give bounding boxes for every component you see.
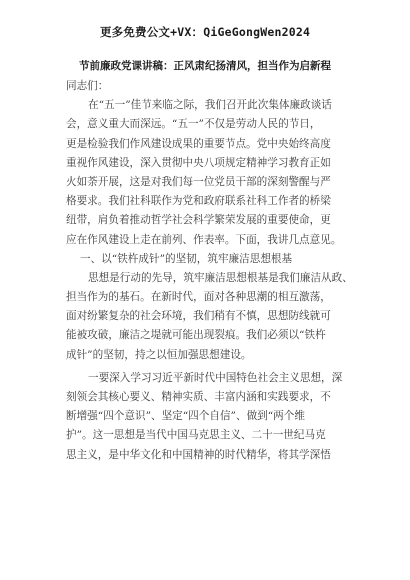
paragraph-line: 火如荼开展，这是对我们每一位党员干部的深刻警醒与严 [66, 175, 331, 188]
paragraph-line: 担当作为的基石。在新时代，面对各种思潮的相互激荡， [66, 291, 331, 304]
section-heading: 一、以“铁杵成针”的坚韧，筑牢廉洁思想根基 [80, 252, 293, 265]
paragraph-line: 格要求。我们社科联作为党和政府联系社科工作者的桥梁 [66, 195, 331, 208]
paragraph-line: 更是检验我们作风建设成果的重要节点。党中央始终高度 [66, 137, 331, 150]
paragraph-line: 能被攻破，廉洁之堤就可能出现裂痕。我们必须以“铁杵 [66, 329, 326, 342]
promo-banner: 更多免费公文+VX：QiGeGongWen2024 [99, 25, 311, 39]
paragraph-line: 应在作风建设上走在前列、作表率。下面，我讲几点意见。 [66, 233, 342, 246]
paragraph-line: 在“五一”佳节来临之际，我们召开此次集体廉政谈话 [88, 99, 332, 112]
paragraph-line: 断增强“四个意识”、坚定“四个自信”、做到“两个维 [66, 410, 305, 423]
paragraph-line: 思想是行动的先导，筑牢廉洁思想根基是我们廉洁从政、 [88, 271, 353, 284]
paragraph-line: 刻领会其核心要义、精神实质、丰富内涵和实践要求，不 [66, 391, 331, 403]
document-body [66, 77, 351, 465]
paragraph-line: 成针”的坚韧，持之以恒加强思想建设。 [66, 348, 252, 361]
paragraph-line: 重视作风建设，深入贯彻中央八项规定精神学习教育正如 [66, 156, 331, 169]
paragraph-line: 思主义，是中华文化和中国精神的时代精华，将其学深悟 [66, 448, 331, 461]
paragraph-line: 会，意义重大而深远。“五一”不仅是劳动人民的节日， [66, 118, 321, 131]
paragraph-line: 护”。这一思想是当代中国马克思主义、二十一世纪马克 [66, 429, 326, 442]
salutation: 同志们： [66, 80, 109, 92]
paragraph-line: 面对纷繁复杂的社会环境，我们稍有不慎，思想防线就可 [66, 310, 331, 323]
paragraph-line: 一要深入学习习近平新时代中国特色社会主义思想，深 [88, 371, 343, 384]
document-title: 节前廉政党课讲稿：正风肃纪扬清风，担当作为启新程 [79, 60, 331, 72]
paragraph-line: 纽带，肩负着推动哲学社会科学繁荣发展的重要使命，更 [66, 214, 331, 227]
